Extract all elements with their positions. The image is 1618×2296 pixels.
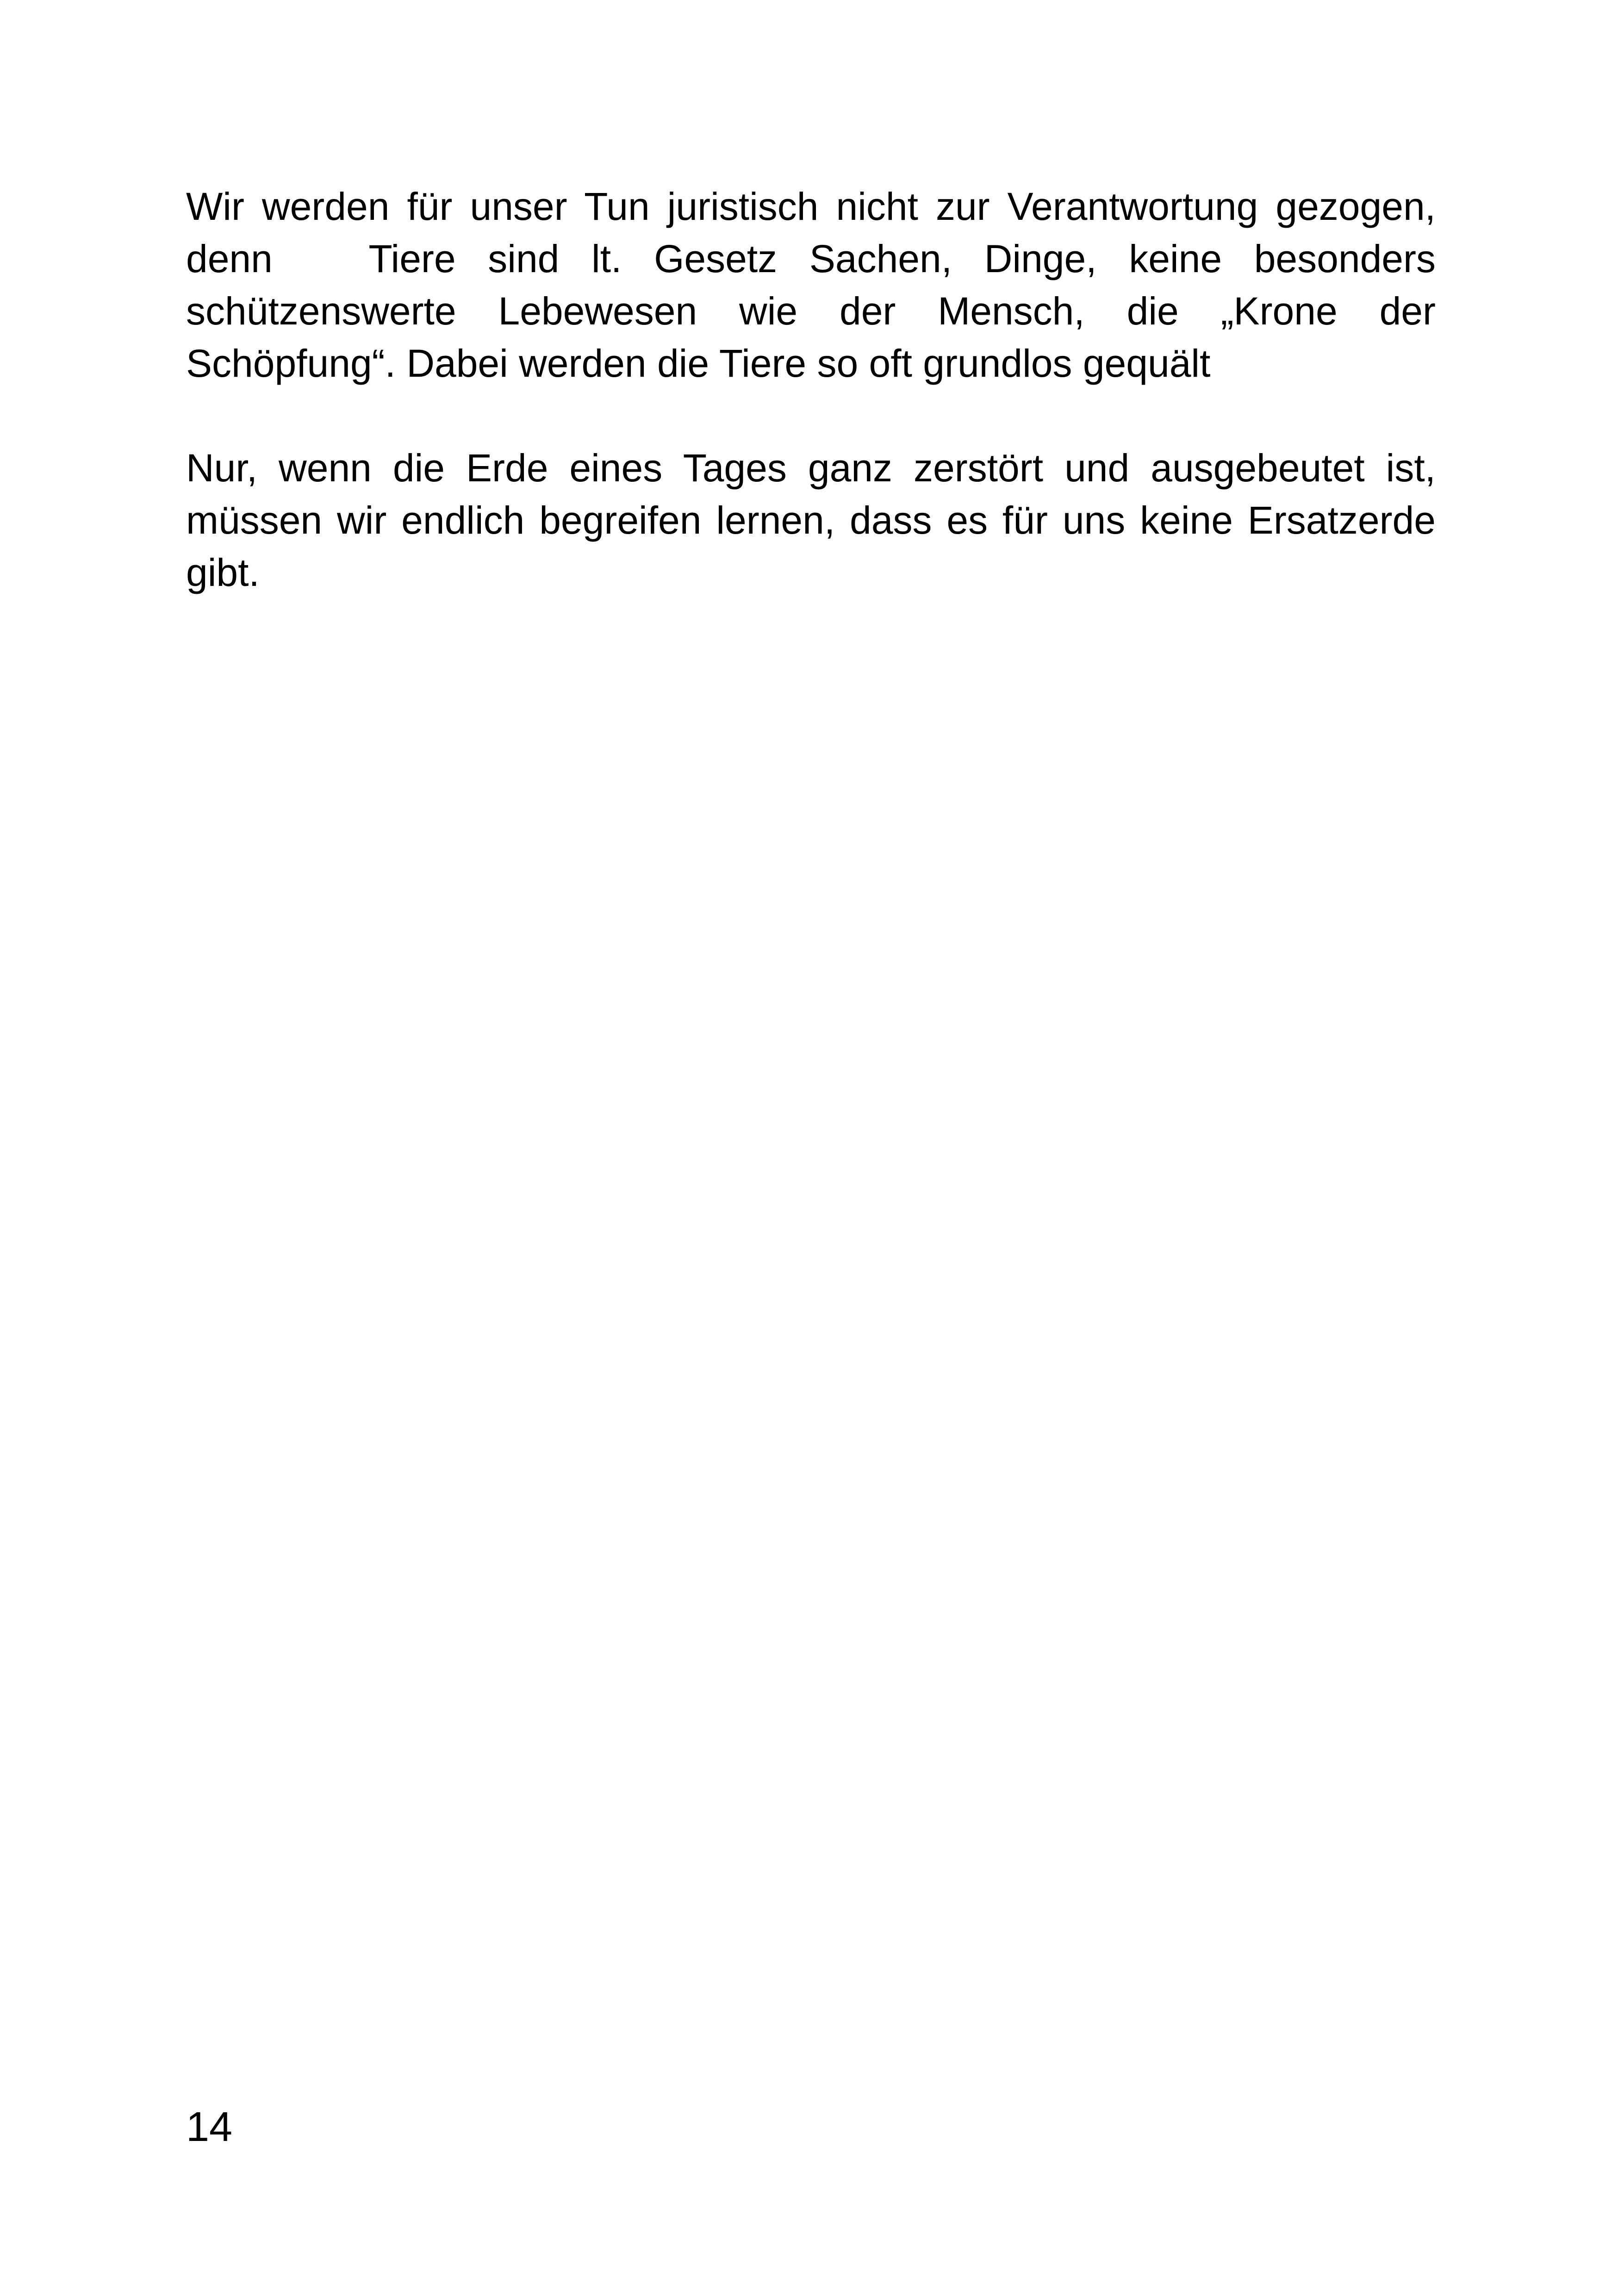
paragraph-1: Wir werden für unser Tun juristisch nicht zur Verantwortung gezogen, denn Tiere sind lt. Gesetz Sachen, Dinge, keine besonders schützenswerte Lebewesen wie der Mensch, die „Krone der Schöpfung“. Dabei werden die Tiere so oft grundlos gequält [186,185,1447,385]
paragraph-2: Nur, wenn die Erde eines Tages ganz zerstört und ausgebeutet ist, müssen wir endlich begreifen lernen, dass es für uns keine Ersatzerde gibt. [186,446,1447,594]
page-number: 14 [186,2104,233,2150]
body-text [186,180,1447,651]
